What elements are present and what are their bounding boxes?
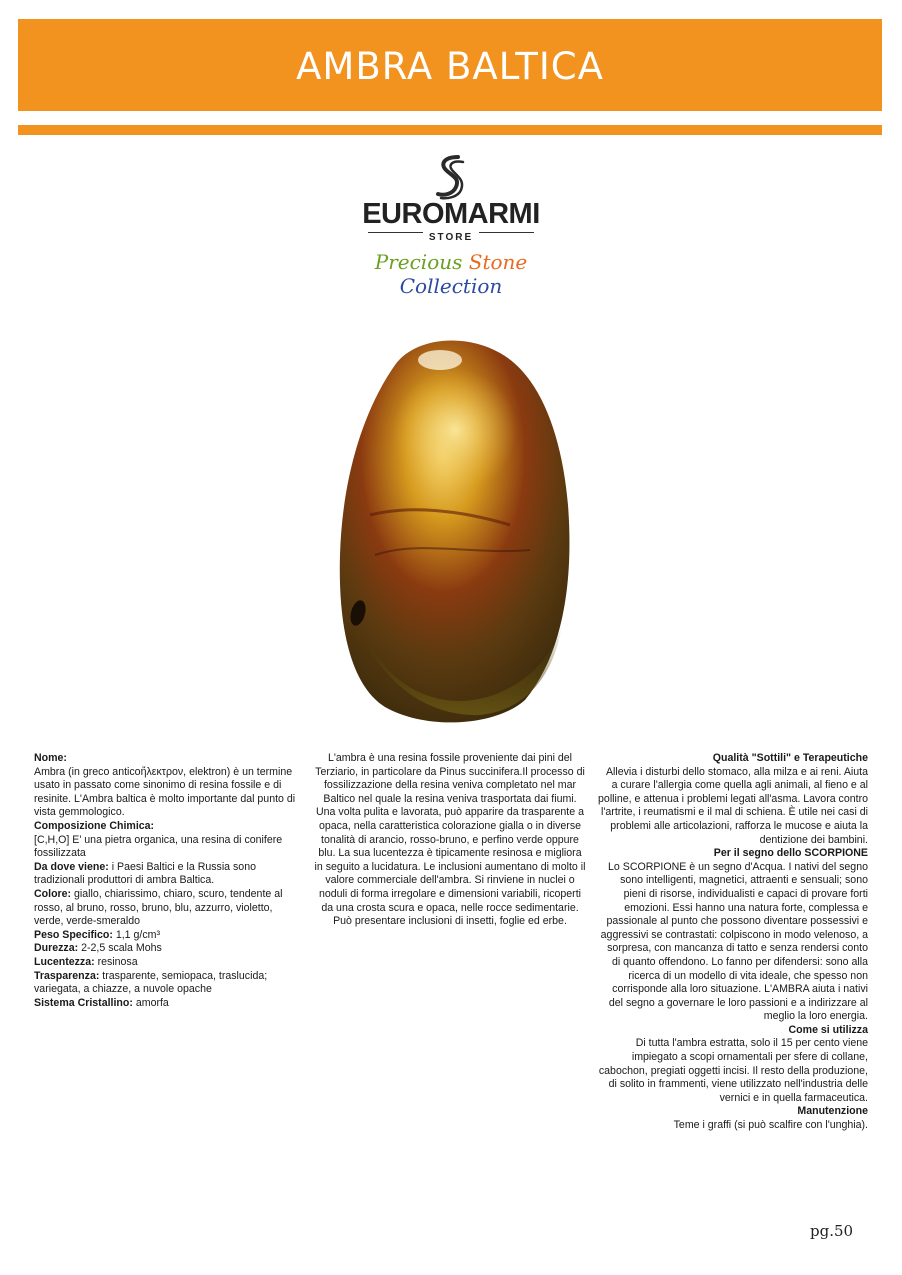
qualities-text: Allevia i disturbi dello stomaco, alla milza e ai reni. Aiuta a curare l'allergia come quella agli animali, al fieno e al polline, e attenua i problemi legati all'asma. Lavora contro l'artrite, i reumatismi e il mal di schiena. È utile nei casi di problemi alle articolazioni, rafforza le mucose e aiuta la dentizione dei bambini. [598, 765, 868, 846]
s-mark-icon [432, 154, 468, 200]
maintenance-text: Teme i graffi (si può scalfire con l'unghia). [673, 1119, 868, 1132]
color-label: Colore: [34, 887, 72, 900]
luster-text: resinosa [94, 955, 138, 968]
origin-text: i Paesi Baltici e la Russia sono tradizionali produttori di ambra Baltica. [34, 860, 256, 887]
page-number: pg.50 [810, 1222, 854, 1240]
collection-word-3: Collection [399, 274, 503, 298]
crystal-text: amorfa [132, 996, 169, 1009]
luster-label: Lucentezza: [34, 955, 95, 968]
brand-sub: STORE [423, 232, 479, 243]
collection-word-2: Stone [468, 250, 528, 274]
brand-sub-wrap [330, 227, 572, 245]
weight-text: 1,1 g/cm³ [112, 928, 160, 941]
hardness-label: Durezza: [34, 942, 79, 955]
composition-label: Composizione Chimica: [34, 819, 155, 832]
brand-name: EUROMARMI [362, 198, 540, 230]
zodiac-text: Lo SCORPIONE è un segno d'Acqua. I nativi del segno sono intelligenti, magnetici, attraenti e sensuali; sono pieni di risorse, individualisti e capaci di provare forti emozioni. Essi hanno una natura forte, complessa e passionale al punto che possono diventare possessivi e aggressivi se contrastati: colpiscono in modo velenoso, a sorpresa, con mancanza di tatto e senza rendersi conto di quanto offendono. Lo fanno per difendersi: sono alla ricerca di un modello di vita ideale, che spesso non corrisponde alla loro situazione. L'AMBRA aiuta i nativi del segno a governare le loro passioni e a indirizzare al meglio la loro energia. [600, 860, 868, 1023]
nome-text: Ambra (in greco anticoἤλεκτρον, elektron) è un termine usato in passato come sinonimo di resina fossile e di resinite. L'Ambra baltica è molto importante dal punto di vista gemmologico. [34, 765, 296, 819]
collection-tagline [330, 250, 572, 298]
color-line [34, 888, 296, 929]
transparency-label: Trasparenza: [34, 969, 100, 982]
transparency-text: trasparente, semiopaca, traslucida; variegata, a chiazze, a nuvole opache [34, 969, 268, 996]
header-divider [18, 125, 882, 135]
brand-logo [330, 150, 572, 298]
qualities-title: Qualità "Sottili" e Terapeutiche [712, 752, 868, 764]
zodiac-title: Per il segno dello SCORPIONE [713, 847, 868, 860]
header-banner [18, 19, 882, 111]
hardness-text: 2-2,5 scala Mohs [78, 942, 162, 955]
amber-stone-image [300, 325, 600, 730]
usage-title: Come si utilizza [788, 1023, 868, 1036]
composition-text: [C,H,O] E' una pietra organica, una resina di conifere fossilizzata [34, 833, 283, 860]
crystal-line [34, 997, 296, 1011]
description-text: L'ambra è una resina fossile proveniente dai pini del Terziario, in particolare da Pinus succinifera.Il processo di fossilizzazione della resina veniva completato nel mar Baltico nel quale la resina veniva trasportata dai fiumi. Una volta pulita e lavorata, può apparire da trasparente a opaca, nella caratteristica colorazione gialla o in diverse tonalità di arancio, rosso-bruno, e perfino verde oppure blu. La sua lucentezza è tipicamente resinosa e migliora in seguito a lucidatura. Le inclusioni aumentano di molto il valore commerciale dell'ambra. Si rinviene in nuclei o noduli di forma irregolare e dimensioni variabili, ricoperti da una crosta scura e opaca, nelle rocce sedimentarie. Può presentare inclusioni di insetti, foglie ed erbe. [314, 752, 586, 928]
crystal-label: Sistema Cristallino: [34, 996, 133, 1009]
origin-line [34, 861, 296, 888]
weight-label: Peso Specifico: [34, 928, 113, 941]
page-title: AMBRA BALTICA [296, 45, 604, 88]
weight-line [34, 929, 296, 943]
color-text: giallo, chiarissimo, chiaro, scuro, tendente al rosso, al bruno, rosso, bruno, blu, azzurro, violetto, verde, verde-smeraldo [34, 887, 283, 928]
collection-word-1: Precious [374, 250, 463, 274]
description-column [314, 752, 586, 929]
transparency-line [34, 970, 296, 997]
luster-line [34, 956, 296, 970]
properties-column [34, 752, 296, 1010]
hardness-line [34, 942, 296, 956]
usage-text: Di tutta l'ambra estratta, solo il 15 per cento viene impiegato a scopi ornamentali per sfere di collane, cabochon, pregiati oggetti incisi. Il resto della produzione, di solito in frammenti, viene utilizzato nell'industria delle vernici e in quella farmaceutica. [598, 1037, 868, 1104]
origin-label: Da dove viene: [34, 860, 109, 873]
maintenance-title: Manutenzione [797, 1105, 868, 1118]
nome-label: Nome: [34, 752, 67, 764]
qualities-column [598, 752, 868, 1133]
